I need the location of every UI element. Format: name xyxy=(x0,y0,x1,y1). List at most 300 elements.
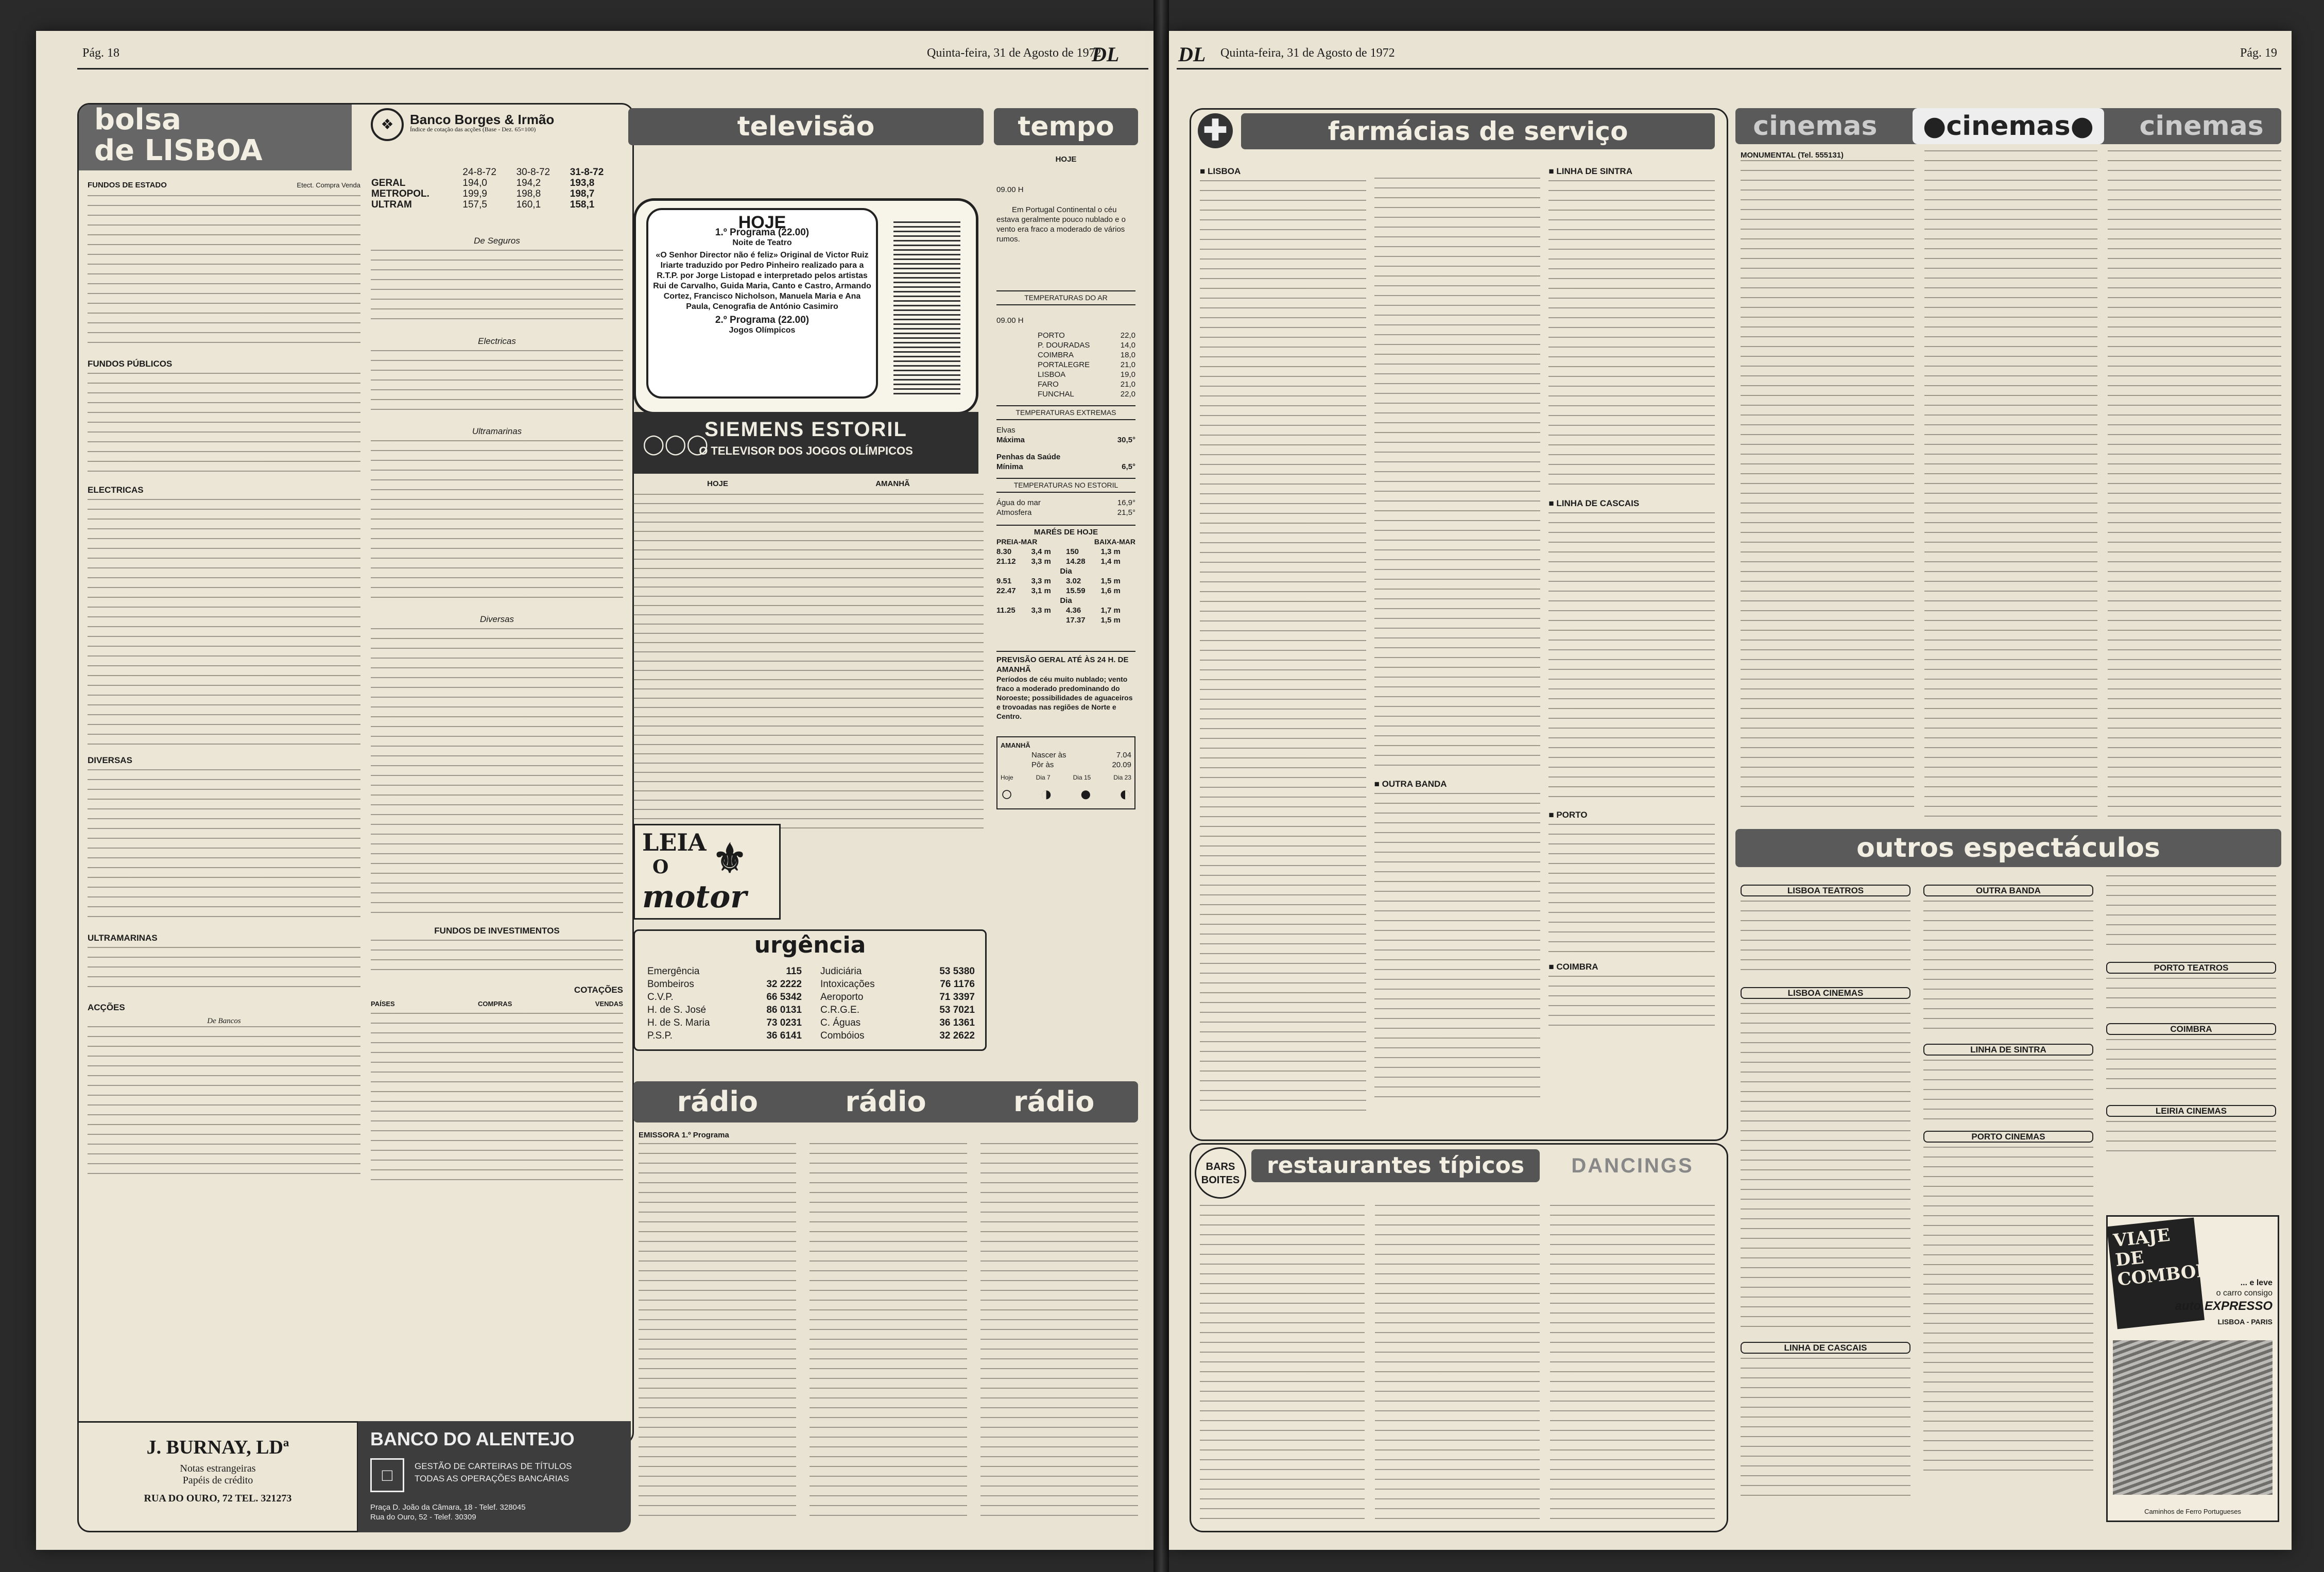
date-cell: 31-8-72 xyxy=(570,167,604,178)
mares-cell: 17.37 xyxy=(1066,616,1086,625)
tempo-max-value: 30,5° xyxy=(1117,436,1135,444)
mares-row xyxy=(996,586,1135,596)
tv-col-hoje: HOJE xyxy=(707,479,728,488)
bolsa-filler xyxy=(88,373,360,476)
urgencia-left-list xyxy=(647,965,802,1042)
moon-waning-icon: ◑ xyxy=(1040,783,1053,805)
radio-col-filler xyxy=(810,1143,967,1524)
outros-filler xyxy=(2106,875,2276,953)
section-cotacoes: COTAÇÕES xyxy=(574,985,623,995)
restaurantes-filler xyxy=(1375,1205,1540,1519)
banco-alentejo-line1: GESTÃO DE CARTEIRAS DE TÍTULOS xyxy=(415,1461,572,1471)
banco-filler xyxy=(371,1013,623,1183)
urgencia-number: 76 1176 xyxy=(940,979,975,990)
mares-cell: 3.02 xyxy=(1066,577,1081,585)
farmacias-filler xyxy=(1200,180,1366,1117)
page-number: Pág. 18 xyxy=(82,46,119,60)
tempo-min-value: 6,5° xyxy=(1122,462,1135,471)
bars-boites-badge: BARS BOITES xyxy=(1195,1147,1246,1199)
banco-alentejo-line3: Praça D. João da Câmara, 18 - Telef. 328045 xyxy=(370,1503,526,1512)
outros-head: PORTO TEATROS xyxy=(2106,962,2276,974)
dancings-title: DANCINGS xyxy=(1571,1154,1694,1177)
urgencia-number: 32 2222 xyxy=(766,979,802,990)
televisao-title: televisão xyxy=(628,108,984,145)
funds-header: FUNDOS DE ESTADO xyxy=(88,181,167,189)
outros-filler xyxy=(2106,978,2276,1014)
urgencia-label: Emergência xyxy=(647,966,700,977)
newspaper-page-right xyxy=(1169,31,2292,1550)
comboio-l6: LISBOA - PARIS xyxy=(2217,1318,2273,1326)
comboio-l7: Caminhos de Ferro Portugueses xyxy=(2144,1508,2241,1515)
urgencia-row xyxy=(820,978,975,991)
urgencia-row xyxy=(820,1004,975,1016)
farmacias-filler xyxy=(1548,180,1715,489)
radio-title: rádio xyxy=(1013,1085,1095,1118)
outros-filler xyxy=(1741,1358,1910,1502)
temp-row xyxy=(1038,389,1135,399)
farmacias-linha-sintra-label: LINHA DE SINTRA xyxy=(1556,166,1632,176)
temp-value: 21,0 xyxy=(1120,360,1135,369)
nascer-row xyxy=(1001,750,1131,760)
mares-cell: 150 xyxy=(1066,547,1079,556)
banco-borges-subtitle: Índice de cotação das acções (Base - Dez. 65=100) xyxy=(410,126,536,133)
cinemas-title-bar xyxy=(1735,108,2281,144)
bolsa-filler xyxy=(88,769,360,924)
moon-label: Dia 23 xyxy=(1113,774,1131,781)
section-accoes: ACÇÕES xyxy=(88,1003,125,1012)
bolsa-column xyxy=(88,180,360,1277)
urgencia-number: 53 5380 xyxy=(939,966,975,977)
urgencia-row xyxy=(820,965,975,978)
outros-head: LEIRIA CINEMAS xyxy=(2106,1105,2276,1117)
moon-new-icon: ● xyxy=(1079,783,1092,805)
urgencia-label: H. de S. Maria xyxy=(647,1017,710,1028)
farmacias-porto-label: PORTO xyxy=(1556,810,1588,820)
temp-row xyxy=(1038,370,1135,379)
tempo-extremas-title: TEMPERATURAS EXTREMAS xyxy=(996,405,1135,420)
radio-title: rádio xyxy=(845,1085,926,1118)
urgencia-label: P.S.P. xyxy=(647,1030,673,1041)
temp-value: 18,0 xyxy=(1120,351,1135,359)
farmacias-filler xyxy=(1374,178,1541,770)
cotacoes-header xyxy=(371,999,623,1009)
tempo-text: Em Portugal Continental o céu estava geralmente pouco nublado e o vento era fraco a moderado de vários rumos. xyxy=(996,205,1126,244)
section-diversas: DIVERSAS xyxy=(88,755,132,765)
tv-program1: 1.º Programa (22.00) xyxy=(715,227,810,238)
leia-motor-l2: O xyxy=(652,856,669,878)
urgencia-title: urgência xyxy=(754,932,866,958)
tempo-agua-value: 16,9° xyxy=(1117,498,1135,507)
moon-label: Hoje xyxy=(1001,774,1013,781)
temp-city: PORTO xyxy=(1038,331,1065,340)
urgencia-label: Aeroporto xyxy=(820,992,864,1003)
farmacias-linha-sintra: ■ LINHA DE SINTRA xyxy=(1548,166,1632,176)
train-car-illustration xyxy=(2113,1340,2273,1495)
urgencia-label: Intoxicações xyxy=(820,979,875,990)
urgencia-label: C.V.P. xyxy=(647,992,674,1003)
radio-title-bar xyxy=(633,1081,1138,1122)
banco-filler xyxy=(371,250,623,327)
row-label: ULTRAM xyxy=(371,199,412,210)
mares-list xyxy=(996,547,1135,625)
page-date: Quinta-feira, 31 de Agosto de 1972 xyxy=(927,46,1101,60)
section-de-seguros: De Seguros xyxy=(474,236,520,246)
tv-col-amanha: AMANHÃ xyxy=(875,479,910,488)
outros-filler xyxy=(1923,1060,2093,1121)
mares-cell: 8.30 xyxy=(996,547,1012,556)
urgencia-row xyxy=(820,991,975,1004)
tempo-agua-row xyxy=(996,498,1135,508)
bolsa-columns: Etect. Compra Venda xyxy=(297,181,360,189)
section-diversas-b: Diversas xyxy=(479,614,514,624)
cinemas-title: cinemas xyxy=(2139,111,2264,142)
bolsa-filler xyxy=(88,1026,360,1181)
tempo-hoje: HOJE xyxy=(1055,155,1077,164)
tv-listings-filler xyxy=(633,494,984,828)
moon-label: Dia 15 xyxy=(1073,774,1091,781)
radio-title: rádio xyxy=(677,1085,758,1118)
date-cell: 24-8-72 xyxy=(462,167,496,178)
tempo-elvas: Elvas xyxy=(996,426,1015,435)
tv-listings xyxy=(633,479,984,829)
radio-col-filler xyxy=(639,1143,796,1524)
farmacias-columns xyxy=(1200,157,1715,1130)
tv-set-illustration xyxy=(633,198,978,414)
outros-head: LINHA DE CASCAIS xyxy=(1741,1342,1910,1354)
amanha-label: AMANHÃ xyxy=(1001,741,1030,749)
page-number: Pág. 19 xyxy=(2240,46,2277,60)
urgencia-label: Bombeiros xyxy=(647,979,694,990)
tempo-min-label: Mínima xyxy=(996,462,1023,471)
burnay-line1: Notas estrangeiras xyxy=(180,1463,256,1474)
cinemas-filler xyxy=(1741,160,1914,814)
comboio-l5: auto EXPRESSO xyxy=(2175,1299,2273,1313)
urgencia-label: Combóios xyxy=(820,1030,865,1041)
temp-row xyxy=(1038,379,1135,389)
tempo-saude: Penhas da Saúde xyxy=(996,453,1061,461)
tempo-agua-label: Água do mar xyxy=(996,498,1041,507)
urgencia-number: 36 1361 xyxy=(939,1017,975,1028)
olympic-rings-icon: ◯◯◯ xyxy=(643,434,709,455)
mares-cell: 3,1 m xyxy=(1031,586,1051,595)
bolsa-title xyxy=(79,105,352,170)
mares-cell: 3,3 m xyxy=(1031,557,1051,566)
tempo-min-row xyxy=(996,462,1135,472)
mares-cell xyxy=(996,615,1031,625)
mares-cell: 3,4 m xyxy=(1031,547,1051,556)
outros-title: outros espectáculos xyxy=(1735,829,2281,867)
banco-borges-name: Banco Borges & Irmão xyxy=(410,112,555,127)
mares-cell: 1,7 m xyxy=(1100,606,1121,615)
cell: 198,8 xyxy=(516,188,541,199)
banco-alentejo-logo-icon: □ xyxy=(370,1458,404,1492)
mares-cell: 1,5 m xyxy=(1100,577,1121,585)
tv-program1-title: Noite de Teatro xyxy=(732,238,792,247)
urgencia-row xyxy=(647,978,802,991)
bolsa-title-line1: bolsa xyxy=(94,103,181,136)
cinemas-filler xyxy=(1924,150,2098,820)
mares-row xyxy=(996,576,1135,586)
temp-city: FUNCHAL xyxy=(1038,390,1074,399)
tempo-hora2: 09.00 H xyxy=(996,316,1024,325)
newspaper-logo: DL xyxy=(1092,43,1120,66)
outros-head: OUTRA BANDA xyxy=(1923,885,2093,896)
urgencia-label: C. Águas xyxy=(820,1017,861,1028)
banco-filler xyxy=(371,350,623,417)
section-electricas: ELECTRICAS xyxy=(88,485,144,495)
bolsa-filler xyxy=(88,499,360,746)
outros-filler xyxy=(2106,1039,2276,1096)
temp-city: P. DOURADAS xyxy=(1038,341,1090,350)
urgencia-number: 36 6141 xyxy=(766,1030,802,1041)
temp-row xyxy=(1038,331,1135,340)
farmacias-porto: ■ PORTO xyxy=(1548,810,1588,820)
mares-dia: Dia xyxy=(1060,596,1072,605)
mares-cell: 1,5 m xyxy=(1100,616,1121,625)
restaurantes-title: restaurantes típicos xyxy=(1251,1149,1540,1182)
banco-alentejo-line4: Rua do Ouro, 52 - Telef. 30309 xyxy=(370,1513,476,1522)
tv-hoje: HOJE xyxy=(738,213,786,232)
mares-row xyxy=(996,606,1135,615)
temp-row xyxy=(1038,360,1135,370)
farmacias-lisboa: ■ LISBOA xyxy=(1200,166,1241,176)
cell: 194,0 xyxy=(462,178,487,188)
table-row xyxy=(371,188,623,199)
temp-value: 22,0 xyxy=(1120,390,1135,399)
cell: 158,1 xyxy=(570,199,595,210)
farmacias-coimbra: ■ COIMBRA xyxy=(1548,962,1598,972)
outros-head: LINHA DE SINTRA xyxy=(1923,1044,2093,1056)
moon-waxing-icon: ◐ xyxy=(1118,783,1131,805)
temp-city: COIMBRA xyxy=(1038,351,1074,359)
tempo-max-row xyxy=(996,435,1135,445)
section-ultramarinas-b: Ultramarinas xyxy=(472,426,522,436)
cotacoes-vendas: VENDAS xyxy=(595,1000,623,1008)
temps-list xyxy=(996,331,1135,399)
motorcycle-rider-icon: ⚜ xyxy=(712,836,748,882)
moon-full-icon: ○ xyxy=(1001,783,1013,805)
outros-head: LISBOA CINEMAS xyxy=(1741,987,1910,999)
outros-filler xyxy=(1923,901,2093,1034)
mares-header xyxy=(996,537,1135,547)
urgencia-box xyxy=(633,929,987,1051)
urgencia-row xyxy=(647,991,802,1004)
outros-filler xyxy=(1741,901,1910,978)
temp-value: 14,0 xyxy=(1120,341,1135,350)
banco-borges-logo-icon: ❖ xyxy=(371,108,404,141)
tempo-max-label: Máxima xyxy=(996,436,1025,444)
urgencia-number: 86 0131 xyxy=(766,1005,802,1015)
cinemas-columns xyxy=(1741,150,2281,820)
urgencia-right-list xyxy=(820,965,975,1042)
comboio-ad xyxy=(2106,1215,2279,1522)
farmacias-filler xyxy=(1548,512,1715,801)
farmacias-outra-banda: ■ OUTRA BANDA xyxy=(1374,779,1447,789)
bolsa-filler xyxy=(88,195,360,350)
urgencia-label: Judiciária xyxy=(820,966,862,977)
newspaper-page-left xyxy=(36,31,1154,1550)
banco-alentejo-ad xyxy=(358,1421,631,1532)
siemens-tagline: O TELEVISOR DOS JOGOS OLÍMPICOS xyxy=(699,444,913,457)
mares-row xyxy=(996,557,1135,566)
burnay-line2: Papéis de crédito xyxy=(182,1475,253,1486)
mares-cell xyxy=(1031,615,1066,625)
section-ultramarinas: ULTRAMARINAS xyxy=(88,933,158,943)
banco-filler xyxy=(371,940,623,976)
outros-filler xyxy=(1923,1147,2093,1476)
burnay-ad xyxy=(77,1421,358,1532)
mares-preia: PREIA-MAR xyxy=(996,538,1038,546)
cinemas-title: cinemas xyxy=(1753,111,1878,142)
acoes-subheader: De Bancos xyxy=(207,1017,241,1025)
bolsa-title-line2: de LISBOA xyxy=(94,134,263,167)
tv-program1-text: «O Senhor Director não é feliz» Original de Victor Ruiz Iriarte traduzido por Pedro Pinheiro realizado para a R.T.P. por Jorge Listopad e interpretado pelos artistas Rui de Carvalho, Guida Maria, Canto e Castro, Armando Cortez, Francisco Nicholson, Manuela Maria e Ana Paula, Cenografia de António Casimiro xyxy=(653,251,871,311)
banco-borges-table xyxy=(371,167,623,210)
farmacias-title: farmácias de serviço xyxy=(1241,113,1715,149)
urgencia-row xyxy=(647,1016,802,1029)
banco-alentejo-line2: TODAS AS OPERAÇÕES BANCÁRIAS xyxy=(415,1474,570,1483)
radio-listings xyxy=(639,1130,1138,1532)
tempo-mares-title: MARÉS DE HOJE xyxy=(996,525,1135,537)
urgencia-number: 32 2622 xyxy=(939,1030,975,1041)
por-value: 20.09 xyxy=(1112,761,1131,769)
mares-dia: Dia xyxy=(1060,567,1072,576)
moon-phase-icons xyxy=(1001,783,1131,805)
banco-filler xyxy=(371,628,623,917)
cell: 198,7 xyxy=(570,188,595,199)
tempo-estoril-title: TEMPERATURAS NO ESTORIL xyxy=(996,478,1135,493)
farmacias-outra-banda-label: OUTRA BANDA xyxy=(1382,779,1447,789)
moon-phase-labels xyxy=(1001,773,1131,783)
table-header-row xyxy=(371,167,623,178)
outros-head: PORTO CINEMAS xyxy=(1923,1131,2093,1143)
tempo-atmo-row xyxy=(996,508,1135,517)
moon-label: Dia 7 xyxy=(1036,774,1051,781)
mares-cell: 21.12 xyxy=(996,557,1016,566)
restaurantes-filler xyxy=(1200,1205,1365,1519)
mares-cell: 11.25 xyxy=(996,606,1015,615)
cinemas-title-center: ●cinemas● xyxy=(1913,108,2104,144)
leia-motor-ad xyxy=(633,824,781,920)
cinemas-filler xyxy=(2108,150,2281,820)
header-rule xyxy=(77,68,1148,70)
tempo-column xyxy=(996,154,1135,809)
radio-emissora: EMISSORA 1.º Programa xyxy=(639,1131,729,1139)
burnay-name: J. BURNAY, LDª xyxy=(146,1437,289,1458)
urgencia-number: 71 3397 xyxy=(939,992,975,1003)
siemens-ad xyxy=(633,412,978,474)
leia-motor-l1: LEIA xyxy=(642,828,707,856)
table-row xyxy=(371,178,623,188)
banco-borges-column xyxy=(371,108,623,1292)
sun-moon-box xyxy=(996,736,1135,809)
urgencia-number: 115 xyxy=(786,966,802,977)
temp-city: FARO xyxy=(1038,380,1059,389)
bolsa-filler xyxy=(88,947,360,993)
urgencia-label: C.R.G.E. xyxy=(820,1005,860,1015)
cell: 157,5 xyxy=(462,199,487,210)
nascer-label: Nascer às xyxy=(1031,751,1066,759)
outros-filler xyxy=(2106,1121,2276,1152)
cell: 199,9 xyxy=(462,188,487,199)
urgencia-number: 73 0231 xyxy=(766,1017,802,1028)
outros-filler xyxy=(1741,1003,1910,1333)
urgencia-row xyxy=(820,1029,975,1042)
por-label: Pôr às xyxy=(1031,761,1054,769)
cell: 193,8 xyxy=(570,178,595,188)
table-row xyxy=(371,199,623,210)
farmacias-filler xyxy=(1548,824,1715,953)
row-label: METROPOL. xyxy=(371,188,429,199)
temp-value: 21,0 xyxy=(1120,380,1135,389)
mares-cell: 4.36 xyxy=(1066,606,1081,615)
pharmacy-cross-icon: ✚ xyxy=(1198,113,1233,148)
mares-cell: 1,3 m xyxy=(1100,547,1121,556)
mares-cell: 15.59 xyxy=(1066,586,1086,595)
comboio-de-comboio: DE COMBOIO xyxy=(2114,1247,2220,1290)
banco-filler xyxy=(371,440,623,605)
farmacias-filler xyxy=(1374,793,1541,1102)
urgencia-label: H. de S. José xyxy=(647,1005,707,1015)
row-label: GERAL xyxy=(371,178,406,188)
urgencia-row xyxy=(820,1016,975,1029)
temp-value: 19,0 xyxy=(1120,370,1135,379)
mares-cell: 14.28 xyxy=(1066,557,1086,566)
urgencia-row xyxy=(647,1004,802,1016)
nascer-value: 7.04 xyxy=(1116,751,1131,759)
page-date: Quinta-feira, 31 de Agosto de 1972 xyxy=(1220,46,1395,60)
banco-borges-header xyxy=(371,108,623,141)
outros-head: COIMBRA xyxy=(2106,1023,2276,1035)
leia-motor-l3: motor xyxy=(642,879,747,915)
urgencia-number: 53 7021 xyxy=(939,1005,975,1015)
cell: 194,2 xyxy=(516,178,541,188)
tempo-previsao-text: Períodos de céu muito nublado; vento fraco a moderado predominando do Noroeste; possibilidades de aguaceiros e trovoadas nas regiões de Norte e Centro. xyxy=(996,675,1133,720)
date-cell: 30-8-72 xyxy=(516,167,550,178)
cotacoes-compras: COMPRAS xyxy=(478,1000,512,1008)
tempo-hora: 09.00 H xyxy=(996,185,1024,194)
por-row xyxy=(1001,760,1131,770)
farmacias-linha-cascais: ■ LINHA DE CASCAIS xyxy=(1548,498,1640,508)
bolsa-header-row xyxy=(88,180,360,190)
tv-screen xyxy=(646,208,878,399)
temp-row xyxy=(1038,350,1135,360)
page-gutter xyxy=(1154,0,1169,1572)
siemens-name: SIEMENS ESTORIL xyxy=(704,418,907,441)
section-electricas-b: Electricas xyxy=(478,336,516,346)
tv-program2-title: Jogos Olímpicos xyxy=(729,326,796,335)
outros-head: LISBOA TEATROS xyxy=(1741,885,1910,896)
tempo-temps-title: TEMPERATURAS DO AR xyxy=(996,290,1135,305)
mares-cell: 1,6 m xyxy=(1100,586,1121,595)
tempo-atmo-value: 21,5° xyxy=(1117,508,1135,517)
restaurantes-columns xyxy=(1200,1205,1715,1519)
mares-cell: 3,3 m xyxy=(1031,577,1051,585)
mares-row xyxy=(996,547,1135,557)
cotacoes-paises: PAÍSES xyxy=(371,1000,395,1008)
comboio-viaje: VIAJE xyxy=(2112,1224,2172,1252)
banco-alentejo-name: BANCO DO ALENTEJO xyxy=(370,1428,575,1449)
cell: 160,1 xyxy=(516,199,541,210)
mares-cell: 22.47 xyxy=(996,586,1016,595)
temp-value: 22,0 xyxy=(1120,331,1135,340)
cinemas-title: cinemas xyxy=(1946,111,2071,142)
restaurantes-filler xyxy=(1550,1205,1715,1519)
section-fundos-publicos: FUNDOS PÚBLICOS xyxy=(88,359,173,369)
tv-speaker-grille-icon xyxy=(893,221,960,396)
temp-city: PORTALEGRE xyxy=(1038,360,1090,369)
tempo-atmo-label: Atmosfera xyxy=(996,508,1032,517)
